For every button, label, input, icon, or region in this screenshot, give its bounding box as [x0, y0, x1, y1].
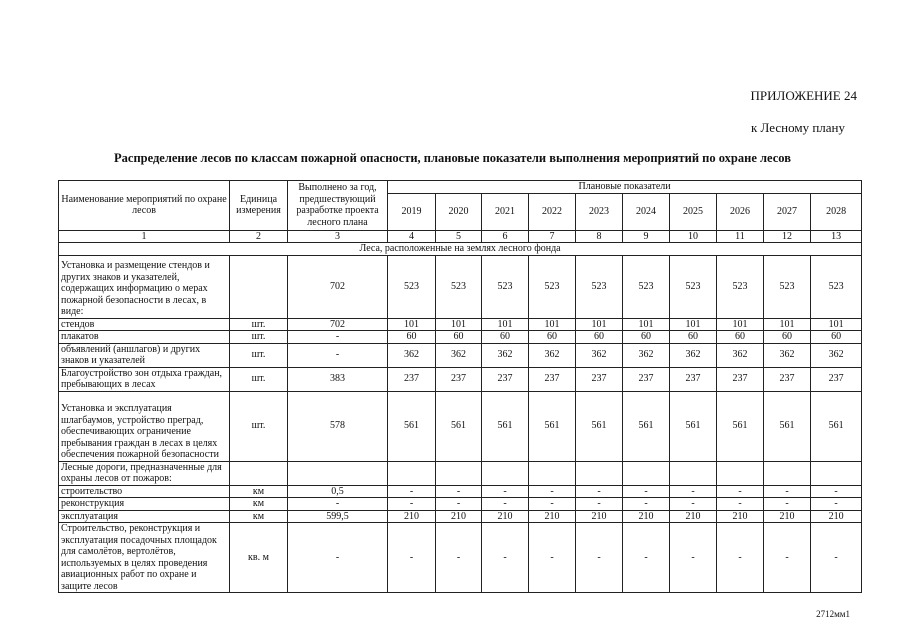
row-plan-value: 237	[670, 367, 717, 391]
header-year: 2019	[388, 193, 436, 230]
row-plan-value: 523	[623, 255, 670, 318]
row-plan-value	[388, 461, 436, 485]
row-plan-value: 60	[764, 331, 811, 344]
column-number: 10	[670, 230, 717, 243]
appendix-subtitle: к Лесному плану	[750, 120, 845, 135]
column-number: 5	[436, 230, 482, 243]
row-plan-value: -	[764, 523, 811, 593]
row-plan-value: -	[482, 485, 529, 498]
row-plan-value: 362	[576, 343, 623, 367]
row-plan-value: 60	[482, 331, 529, 344]
column-number: 8	[576, 230, 623, 243]
column-number: 12	[764, 230, 811, 243]
header-year: 2021	[482, 193, 529, 230]
row-plan-value: 362	[764, 343, 811, 367]
row-plan-value: 60	[811, 331, 862, 344]
row-unit: шт.	[230, 318, 288, 331]
row-plan-value: 523	[764, 255, 811, 318]
row-plan-value: 561	[670, 391, 717, 461]
header-year: 2025	[670, 193, 717, 230]
row-plan-value: 523	[717, 255, 764, 318]
row-plan-value: 362	[623, 343, 670, 367]
row-plan-value: 101	[670, 318, 717, 331]
row-plan-value: 60	[576, 331, 623, 344]
row-done-value: 599,5	[288, 510, 388, 523]
row-plan-value: -	[623, 498, 670, 511]
row-plan-value: 561	[623, 391, 670, 461]
table-row	[59, 498, 862, 511]
row-plan-value: 60	[529, 331, 576, 344]
row-unit: кв. м	[230, 523, 288, 593]
row-plan-value: -	[670, 523, 717, 593]
row-plan-value	[482, 461, 529, 485]
row-plan-value: 237	[623, 367, 670, 391]
row-name: стендов	[59, 318, 230, 331]
row-done-value: 383	[288, 367, 388, 391]
row-plan-value	[529, 461, 576, 485]
row-plan-value	[717, 461, 764, 485]
row-plan-value: -	[482, 523, 529, 593]
row-name: объявлений (аншлагов) и других знаков и указателей	[59, 343, 230, 367]
row-plan-value: 237	[811, 367, 862, 391]
table-row	[59, 367, 862, 391]
row-plan-value: -	[529, 485, 576, 498]
row-unit	[230, 255, 288, 318]
header-name: Наименование мероприятий по охране лесов	[59, 181, 230, 231]
row-plan-value: -	[764, 485, 811, 498]
row-name: строительство	[59, 485, 230, 498]
column-number: 6	[482, 230, 529, 243]
row-plan-value: -	[717, 485, 764, 498]
table-row	[59, 343, 862, 367]
header-planned: Плановые показатели	[388, 181, 862, 194]
row-unit	[230, 461, 288, 485]
row-plan-value: 101	[436, 318, 482, 331]
row-plan-value: -	[623, 523, 670, 593]
row-name: Установка и размещение стендов и других знаков и указателей, содержащих информацию о мерах пожарной безопасности в лесах, в виде:	[59, 255, 230, 318]
header-unit: Единица измерения	[230, 181, 288, 231]
header-year: 2023	[576, 193, 623, 230]
row-name: Строительство, реконструкция и эксплуатация посадочных площадок для самолётов, вертолётов, используемых в целях проведения авиационных работ по охране и защите лесов	[59, 523, 230, 593]
row-plan-value: -	[436, 485, 482, 498]
row-plan-value: 362	[436, 343, 482, 367]
table-row	[59, 255, 862, 318]
row-plan-value: 523	[388, 255, 436, 318]
row-plan-value: 101	[717, 318, 764, 331]
row-plan-value: -	[436, 523, 482, 593]
row-plan-value: -	[811, 485, 862, 498]
row-plan-value: 210	[764, 510, 811, 523]
table-row	[59, 391, 862, 461]
header-done: Выполнено за год, предшествующий разработке проекта лесного плана	[288, 181, 388, 231]
header-year: 2027	[764, 193, 811, 230]
row-plan-value: 101	[482, 318, 529, 331]
fire-protection-table	[58, 180, 862, 593]
row-name: Установка и эксплуатация шлагбаумов, устройство преград, обеспечивающих ограничение пребывания граждан в лесах в целях обеспечения пожарной безопасности	[59, 391, 230, 461]
row-plan-value: 237	[529, 367, 576, 391]
row-plan-value: 561	[717, 391, 764, 461]
row-done-value: 702	[288, 255, 388, 318]
row-done-value: -	[288, 523, 388, 593]
row-name: реконструкция	[59, 498, 230, 511]
row-plan-value: 523	[436, 255, 482, 318]
column-number: 9	[623, 230, 670, 243]
row-plan-value: -	[717, 523, 764, 593]
row-plan-value: -	[811, 498, 862, 511]
row-unit: шт.	[230, 391, 288, 461]
row-plan-value: 101	[388, 318, 436, 331]
row-unit: км	[230, 498, 288, 511]
row-plan-value: 362	[482, 343, 529, 367]
row-plan-value: 362	[670, 343, 717, 367]
row-name: Благоустройство зон отдыха граждан, пребывающих в лесах	[59, 367, 230, 391]
row-plan-value: 101	[529, 318, 576, 331]
row-unit: км	[230, 510, 288, 523]
row-plan-value: 101	[811, 318, 862, 331]
row-plan-value: 362	[717, 343, 764, 367]
row-plan-value: -	[529, 498, 576, 511]
document-title: Распределение лесов по классам пожарной опасности, плановые показатели выполнения мероприятий по охране лесов	[114, 151, 791, 165]
row-plan-value: 210	[388, 510, 436, 523]
table-row	[59, 331, 862, 344]
row-plan-value: 210	[623, 510, 670, 523]
row-unit: шт.	[230, 331, 288, 344]
header-year: 2028	[811, 193, 862, 230]
row-plan-value: 60	[623, 331, 670, 344]
footer-code: 2712мм1	[816, 609, 850, 619]
appendix-number: ПРИЛОЖЕНИЕ 24	[750, 88, 857, 103]
row-plan-value: 362	[811, 343, 862, 367]
row-plan-value: -	[388, 485, 436, 498]
row-plan-value: -	[576, 485, 623, 498]
row-unit: шт.	[230, 343, 288, 367]
row-done-value: 578	[288, 391, 388, 461]
row-unit: шт.	[230, 367, 288, 391]
row-plan-value: 101	[576, 318, 623, 331]
row-plan-value: 210	[576, 510, 623, 523]
row-plan-value: -	[717, 498, 764, 511]
row-plan-value: 210	[529, 510, 576, 523]
header-year: 2020	[436, 193, 482, 230]
row-plan-value: 523	[670, 255, 717, 318]
row-plan-value: 561	[576, 391, 623, 461]
row-plan-value	[764, 461, 811, 485]
row-plan-value: 210	[811, 510, 862, 523]
row-name: эксплуатация	[59, 510, 230, 523]
column-number: 2	[230, 230, 288, 243]
row-done-value: -	[288, 343, 388, 367]
row-plan-value: -	[436, 498, 482, 511]
row-plan-value: 60	[670, 331, 717, 344]
row-plan-value: 523	[576, 255, 623, 318]
row-plan-value: 362	[529, 343, 576, 367]
row-plan-value: 561	[529, 391, 576, 461]
row-plan-value: -	[764, 498, 811, 511]
table-row	[59, 510, 862, 523]
table-row	[59, 485, 862, 498]
row-plan-value: 237	[717, 367, 764, 391]
row-plan-value: 561	[764, 391, 811, 461]
row-plan-value: 60	[717, 331, 764, 344]
row-plan-value: 561	[482, 391, 529, 461]
row-plan-value: -	[388, 523, 436, 593]
row-plan-value: 210	[717, 510, 764, 523]
row-plan-value	[436, 461, 482, 485]
row-plan-value: 523	[482, 255, 529, 318]
row-done-value: 702	[288, 318, 388, 331]
column-number: 1	[59, 230, 230, 243]
header-year: 2022	[529, 193, 576, 230]
row-plan-value: -	[670, 485, 717, 498]
row-plan-value: 561	[436, 391, 482, 461]
row-plan-value: -	[529, 523, 576, 593]
column-number: 11	[717, 230, 764, 243]
row-unit: км	[230, 485, 288, 498]
row-plan-value: 237	[482, 367, 529, 391]
row-plan-value: 237	[436, 367, 482, 391]
row-plan-value: -	[482, 498, 529, 511]
row-plan-value: 210	[436, 510, 482, 523]
row-plan-value	[576, 461, 623, 485]
row-done-value: -	[288, 331, 388, 344]
row-plan-value: 561	[811, 391, 862, 461]
row-plan-value: 362	[388, 343, 436, 367]
row-plan-value: 101	[623, 318, 670, 331]
row-plan-value: -	[670, 498, 717, 511]
row-plan-value: 523	[811, 255, 862, 318]
table-row	[59, 318, 862, 331]
column-number: 7	[529, 230, 576, 243]
header-year: 2024	[623, 193, 670, 230]
section-title: Леса, расположенные на землях лесного фонда	[59, 243, 862, 256]
row-done-value: 0,5	[288, 485, 388, 498]
table-row	[59, 461, 862, 485]
column-number: 4	[388, 230, 436, 243]
row-plan-value: -	[576, 523, 623, 593]
row-plan-value: 60	[388, 331, 436, 344]
row-name: Лесные дороги, предназначенные для охраны лесов от пожаров:	[59, 461, 230, 485]
row-plan-value: 523	[529, 255, 576, 318]
row-plan-value: -	[811, 523, 862, 593]
row-plan-value: 210	[670, 510, 717, 523]
row-done-value	[288, 461, 388, 485]
row-plan-value: 237	[764, 367, 811, 391]
row-plan-value: 60	[436, 331, 482, 344]
row-plan-value	[811, 461, 862, 485]
row-plan-value: 561	[388, 391, 436, 461]
row-plan-value	[623, 461, 670, 485]
row-name: плакатов	[59, 331, 230, 344]
row-plan-value: 101	[764, 318, 811, 331]
row-plan-value: -	[576, 498, 623, 511]
header-year: 2026	[717, 193, 764, 230]
column-number: 3	[288, 230, 388, 243]
row-plan-value: 210	[482, 510, 529, 523]
row-plan-value: 237	[388, 367, 436, 391]
row-plan-value: 237	[576, 367, 623, 391]
column-number: 13	[811, 230, 862, 243]
row-plan-value: -	[388, 498, 436, 511]
row-done-value: -	[288, 498, 388, 511]
table-row	[59, 523, 862, 593]
row-plan-value	[670, 461, 717, 485]
row-plan-value: -	[623, 485, 670, 498]
